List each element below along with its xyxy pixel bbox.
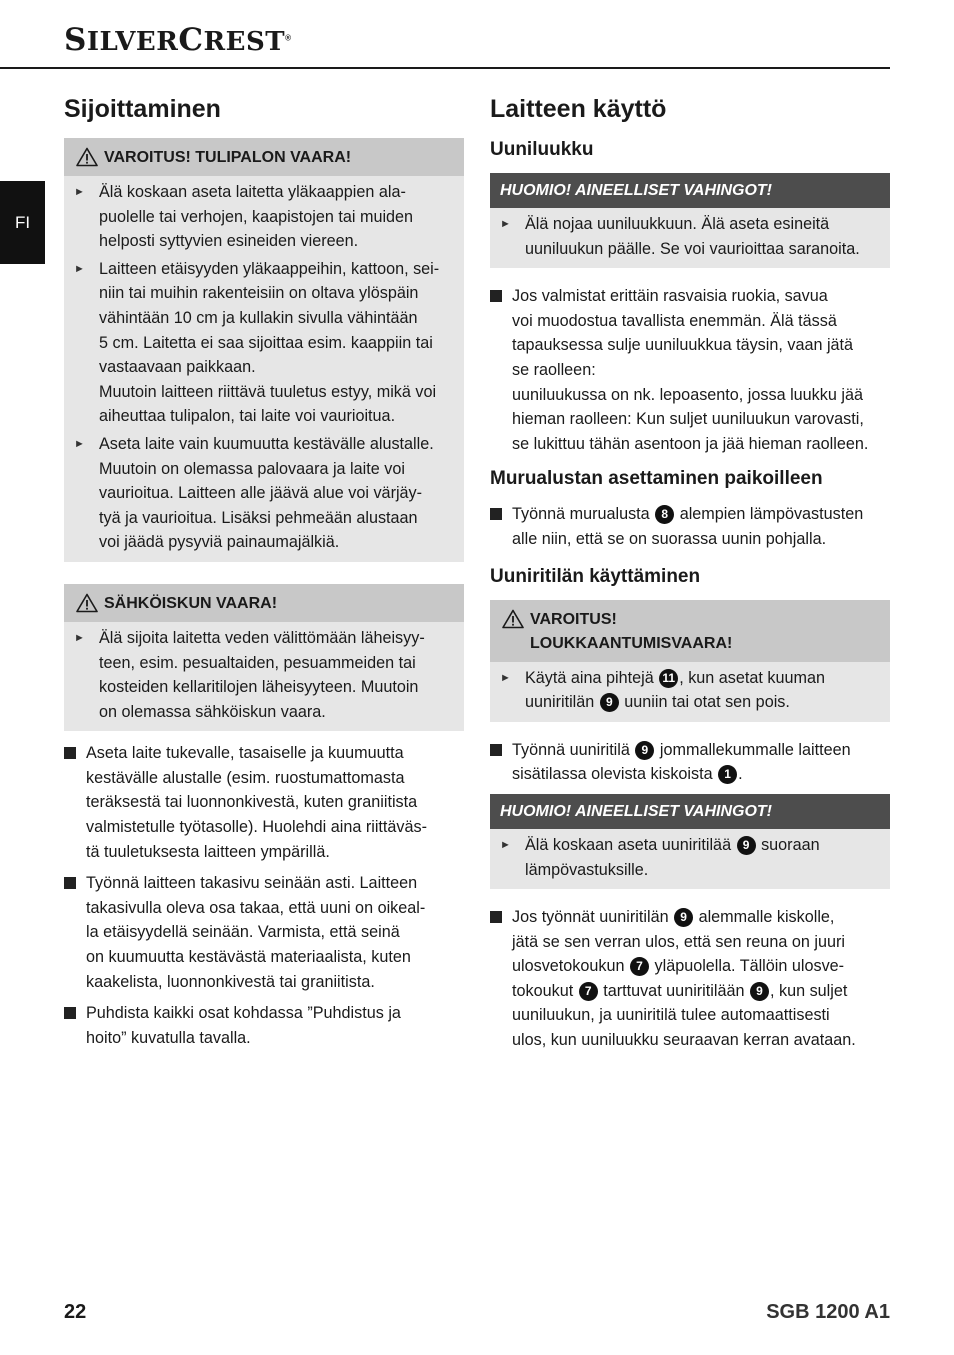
part-number-badge: 8 [655,505,674,524]
part-number-badge: 7 [579,982,598,1001]
arrow-bullet-icon: ► [74,262,85,275]
square-bullet-icon [490,911,502,923]
right-column [490,94,890,1060]
step-item: Jos työnnät uuniritilän 9 alemmalle kiskolle, jätä se sen verran ulos, että sen reuna on juuri ulosvetokoukun 7 yläpuolella. Tällöin ulosve- tokoukut 7 tarttuvat uuniritilään 9 , kun suljet uuniluukun, ja uuniritilä tulee automaattisesti ulos, kun uuniluukku seuraavan kerran avataan. [490,905,890,1053]
arrow-bullet-icon: ► [74,437,85,450]
caution-heading: HUOMIO! AINEELLISET VAHINGOT! [490,173,890,208]
arrow-bullet-icon: ► [74,631,85,644]
part-number-badge: 9 [600,693,619,712]
step-item: Jos valmistat erittäin rasvaisia ruokia, savua voi muodostua tavallista enemmän. Älä tässä tapauksessa sulje uuniluukkua täysin, vaan jätä se raolleen: uuniluukussa on nk. lepoasento, jossa luukku jää hieman raolleen: Kun suljet uuniluukun varovasti, se lukittuu tähän asentoon ja jää hieman raolleen. [490,284,890,456]
warning-item: ► Käytä aina pihtejä 11 , kun asetat kuuman uuniritilän 9 uuniin tai otat sen pois. [500,666,882,715]
part-number-badge: 9 [750,982,769,1001]
part-number-badge: 9 [737,836,756,855]
step-item: Työnnä laitteen takasivu seinään asti. Laitteen takasivulla oleva osa takaa, että uuni on oikeal- la etäisyydellä seinään. Varmista, että seinä on kuumuutta kestävästä materiaalista, kuten kaakelista, luonnonkivestä tai graniitista. [64,871,464,994]
square-bullet-icon [490,508,502,520]
door-caution-box [490,173,890,268]
section-title-placement: Sijoittaminen [64,95,221,123]
shock-warning-heading: SÄHKÖISKUN VAARA! [64,584,464,622]
arrow-bullet-icon: ► [74,186,85,198]
fire-warning-heading: VAROITUS! TULIPALON VAARA! [64,138,464,176]
warning-item: ► Laitteen etäisyyden yläkaappeihin, kattoon, sei- niin tai muihin rakenteisiin on oltava ylöspäin vähintään 10 cm ja kullakin sivulla vähintään 5 cm. Laitetta ei saa sijoittaa esim. kaappiin tai vastaavaan paikkaan. Muutoin laitteen riittävä tuuletus estyy, mikä voi aiheuttaa tulipalon, tai laite voi vaurioitua. [74,257,456,429]
arrow-bullet-icon: ► [500,218,511,230]
square-bullet-icon [64,747,76,759]
subheading-crumb-tray: Murualustan asettaminen paikoilleen [490,468,823,490]
square-bullet-icon [64,1007,76,1019]
left-column [64,94,464,1057]
arrow-bullet-icon: ► [500,671,511,684]
warning-item: ► Älä koskaan aseta laitetta yläkaappien ala- puolelle tai verhojen, kaapistojen tai muiden helposti syttyvien esineiden viereen. [74,180,456,254]
step-item: Työnnä uuniritilä 9 jommallekummalle laitteen sisätilassa olevista kiskoista 1 . [490,738,890,787]
warning-item: ► Aseta laite vain kuumuutta kestävälle alustalle. Muutoin on olemassa palovaara ja laite voi vaurioitua. Laitteen alle jäävä alue voi värjäy- tyä ja vaurioitua. Lisäksi pehmeään alustaan voi jäädä pysyviä painaumajälkiä. [74,432,456,555]
warning-triangle-icon [76,593,98,613]
shock-warning-box [64,584,464,731]
injury-warning-heading: VAROITUS! LOUKKAANTUMISVAARA! [490,600,890,662]
fire-warning-box [64,138,464,562]
page-number: 22 [64,1301,87,1323]
caution-heading: HUOMIO! AINEELLISET VAHINGOT! [490,794,890,829]
part-number-badge: 11 [659,669,678,688]
subheading-oven-rack: Uuniritilän käyttäminen [490,565,701,587]
part-number-badge: 9 [635,741,654,760]
step-item: Työnnä murualusta 8 alempien lämpövastusten alle niin, että se on suorassa uunin pohjalla. [490,502,890,551]
brand-logo: SILVERCREST® [64,22,292,58]
model-number: SGB 1200 A1 [766,1301,890,1323]
caution-item: ► Älä nojaa uuniluukkuun. Älä aseta esineitä uuniluukun päälle. Se voi vaurioittaa saranoita. [500,212,882,261]
square-bullet-icon [490,744,502,756]
step-item: Puhdista kaikki osat kohdassa ”Puhdistus ja hoito” kuvatulla tavalla. [64,1001,464,1050]
language-tab: FI [0,181,45,264]
part-number-badge: 1 [718,765,737,784]
warning-item: ► Älä sijoita laitetta veden välittömään läheisyy- teen, esim. pesualtaiden, pesuammeiden tai kosteiden kellaritilojen läheisyyteen. Muutoin on olemassa sähköiskun vaara. [74,626,456,724]
caution-item: ► Älä koskaan aseta uuniritilää 9 suoraan lämpövastuksille. [500,833,882,882]
step-item: Aseta laite tukevalle, tasaiselle ja kuumuutta kestävälle alustalle (esim. ruostumattomasta teräksestä tai luonnonkivestä, kuten graniitista valmistetulle työtasolle). Huolehdi aina riittäväs- tä tuuletuksesta laitteen ympärillä. [64,741,464,864]
arrow-bullet-icon: ► [500,838,511,851]
rack-caution-box [490,794,890,889]
header-divider [0,67,890,69]
part-number-badge: 7 [630,957,649,976]
subheading-door: Uuniluukku [490,139,594,160]
warning-triangle-icon [502,609,524,629]
injury-warning-box [490,600,890,722]
part-number-badge: 9 [674,908,693,927]
warning-triangle-icon [76,147,98,167]
square-bullet-icon [490,290,502,302]
square-bullet-icon [64,877,76,889]
section-title-usage: Laitteen käyttö [490,95,667,123]
